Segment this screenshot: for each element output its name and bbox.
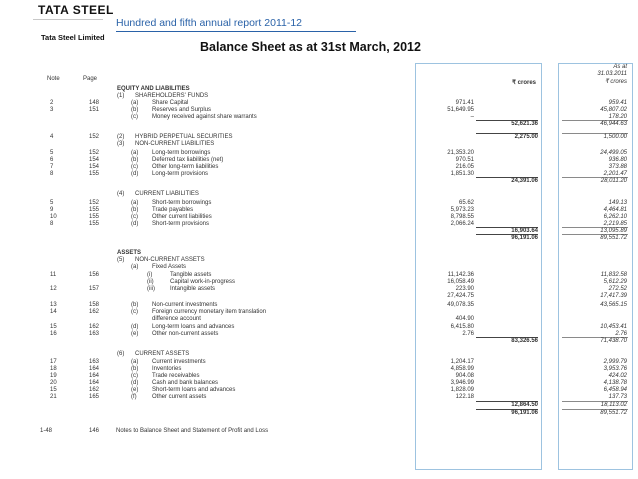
brand-divider (33, 19, 103, 20)
row-label: HYBRID PERPETUAL SECURITIES (135, 134, 233, 140)
row-page: 154 (89, 157, 100, 163)
row-label: Long-term provisions (152, 171, 209, 177)
row-sub-letter: (a) (131, 200, 139, 206)
row-note: 11 (50, 272, 57, 278)
row-page: 164 (89, 373, 100, 379)
row-label: Tangible assets (170, 272, 212, 278)
brand-logo: TATA STEEL (38, 3, 114, 17)
row-amount: – (470, 114, 474, 120)
row-label: NON-CURRENT ASSETS (135, 257, 205, 263)
row-page: 165 (89, 394, 100, 400)
row-label: Non-current investments (152, 302, 218, 308)
row-note: 16 (50, 331, 57, 337)
row-page: 146 (89, 428, 100, 434)
row-previous-year: 2,999.79 (603, 359, 627, 365)
row-sub-letter: (e) (131, 387, 139, 393)
row-section-number: (5) (117, 257, 125, 263)
row-label: CURRENT LIABILITIES (135, 191, 199, 197)
row-page: 154 (89, 164, 100, 170)
row-previous-year: 137.73 (608, 394, 627, 400)
row-label: Foreign currency monetary item translation (152, 309, 267, 315)
row-label: Reserves and Surplus (152, 107, 212, 113)
statement-title: Balance Sheet as at 31st March, 2012 (200, 40, 421, 54)
row-previous-year: 43,565.15 (600, 302, 627, 308)
row-sub-letter: (b) (131, 302, 139, 308)
row-label: Short-term borrowings (152, 200, 212, 206)
row-sub-letter: (d) (131, 380, 139, 386)
row-roman-numeral: (iii) (147, 286, 155, 292)
row-sub-letter: (b) (131, 366, 139, 372)
row-label: Other current assets (152, 394, 207, 400)
row-amount: 1,828.09 (450, 387, 474, 393)
row-amount: 404.90 (455, 316, 474, 322)
row-amount: 3,946.99 (450, 380, 474, 386)
row-label: Cash and bank balances (152, 380, 219, 386)
row-page: 148 (89, 100, 100, 106)
row-amount: 49,078.35 (447, 302, 474, 308)
row-label: Other non-current assets (152, 331, 219, 337)
row-note: 1-48 (40, 428, 53, 434)
row-page: 156 (89, 272, 100, 278)
row-previous-year: 28,011.20 (600, 178, 627, 184)
row-section-number: (6) (117, 351, 125, 357)
row-sub-letter: (a) (131, 100, 139, 106)
row-label: Trade payables (152, 207, 194, 213)
row-subtotal: 12,864.50 (511, 402, 538, 408)
row-note: 3 (50, 107, 54, 113)
row-label: Trade receivables (152, 373, 200, 379)
row-note: 5 (50, 200, 54, 206)
row-previous-year: 46,944.63 (600, 121, 627, 127)
row-note: 21 (50, 394, 57, 400)
row-note: 18 (50, 366, 57, 372)
row-label: EQUITY AND LIABILITIES (117, 86, 190, 92)
row-label: difference account (152, 316, 201, 322)
row-label: Short-term loans and advances (152, 387, 236, 393)
row-note: 20 (50, 380, 57, 386)
row-label: Other current liabilities (152, 214, 212, 220)
row-previous-year: 936.80 (608, 157, 627, 163)
current-unit-label: ₹ crores (512, 80, 536, 86)
row-note: 2 (50, 100, 54, 106)
row-label: Fixed Assets (152, 264, 187, 270)
row-section-number: (3) (117, 141, 125, 147)
row-subtotal: 2,275.00 (514, 134, 538, 140)
row-amount: 6,415.80 (450, 324, 474, 330)
prev-as-at-label: As at (613, 64, 627, 70)
row-previous-year: 4,464.81 (603, 207, 627, 213)
row-previous-year: 1,500.00 (603, 134, 627, 140)
row-note: 15 (50, 387, 57, 393)
row-sub-letter: (b) (131, 157, 139, 163)
row-sub-letter: (a) (131, 359, 139, 365)
row-previous-year: 959.41 (608, 100, 627, 106)
row-note: 7 (50, 164, 54, 170)
row-page: 163 (89, 331, 100, 337)
row-label: Capital work-in-progress (170, 279, 236, 285)
row-page: 151 (89, 107, 100, 113)
row-section-number: (4) (117, 191, 125, 197)
row-note: 13 (50, 302, 57, 308)
row-previous-year: 17,417.39 (600, 293, 627, 299)
row-note: 8 (50, 221, 54, 227)
row-amount: 970.51 (455, 157, 474, 163)
row-sub-letter: (b) (131, 107, 139, 113)
row-amount: 971.41 (455, 100, 474, 106)
row-sub-letter: (c) (131, 114, 138, 120)
row-amount: 122.18 (455, 394, 474, 400)
row-page: 155 (89, 214, 100, 220)
row-sub-letter: (b) (131, 207, 139, 213)
row-sub-letter: (a) (131, 150, 139, 156)
row-previous-year: 272.52 (608, 286, 627, 292)
row-previous-year: 2.76 (615, 331, 627, 337)
row-sub-letter: (f) (131, 394, 137, 400)
row-amount: 5,973.23 (450, 207, 474, 213)
row-label: Current investments (152, 359, 206, 365)
row-previous-year: 11,832.58 (600, 272, 627, 278)
prev-date-label: 31.03.2011 (597, 71, 627, 77)
row-previous-year: 149.13 (608, 200, 627, 206)
row-note: 4 (50, 134, 54, 140)
row-amount: 216.05 (455, 164, 474, 170)
row-amount: 21,353.20 (447, 150, 474, 156)
row-previous-year: 373.88 (608, 164, 627, 170)
row-label: CURRENT ASSETS (135, 351, 190, 357)
note-column-header: Note (47, 76, 60, 82)
row-page: 155 (89, 207, 100, 213)
row-roman-numeral: (i) (147, 272, 153, 278)
row-note: 8 (50, 171, 54, 177)
report-title-underline (116, 31, 356, 32)
company-name: Tata Steel Limited (41, 33, 105, 42)
row-amount: 4,858.99 (450, 366, 474, 372)
row-note: 14 (50, 309, 57, 315)
row-label: Long-term borrowings (152, 150, 211, 156)
row-page: 162 (89, 387, 100, 393)
report-title: Hundred and fifth annual report 2011-12 (116, 17, 303, 29)
row-roman-numeral: (ii) (147, 279, 154, 285)
row-subtotal: 96,191.06 (511, 235, 538, 241)
row-amount: 65.62 (458, 200, 474, 206)
row-previous-year: 10,453.41 (600, 324, 627, 330)
row-subtotal: 24,391.06 (511, 178, 538, 184)
row-previous-year: 18,113.02 (600, 402, 627, 408)
row-amount: 1,204.17 (450, 359, 474, 365)
row-subtotal: 83,326.56 (511, 338, 538, 344)
row-previous-year: 71,438.70 (600, 338, 627, 344)
row-previous-year: 89,551.72 (600, 410, 627, 416)
row-amount: 27,424.75 (447, 293, 474, 299)
row-page: 152 (89, 150, 100, 156)
row-label: SHAREHOLDERS' FUNDS (135, 93, 209, 99)
row-note: 5 (50, 150, 54, 156)
row-page: 162 (89, 309, 100, 315)
row-note: 19 (50, 373, 57, 379)
row-sub-letter: (d) (131, 171, 139, 177)
row-previous-year: 178.20 (608, 114, 627, 120)
row-amount: 51,649.95 (447, 107, 474, 113)
row-note: 17 (50, 359, 57, 365)
row-note: 12 (50, 286, 57, 292)
row-previous-year: 2,201.47 (603, 171, 627, 177)
row-page: 162 (89, 324, 100, 330)
row-subtotal: 52,621.36 (511, 121, 538, 127)
row-sub-letter: (c) (131, 373, 138, 379)
row-section-number: (2) (117, 134, 125, 140)
row-section-number: (1) (117, 93, 125, 99)
row-previous-year: 424.02 (608, 373, 627, 379)
row-page: 152 (89, 200, 100, 206)
row-sub-letter: (c) (131, 164, 138, 170)
row-label: NON-CURRENT LIABILITIES (135, 141, 215, 147)
row-page: 164 (89, 366, 100, 372)
row-amount: 8,798.55 (450, 214, 474, 220)
row-label: Inventories (152, 366, 182, 372)
row-previous-year: 89,551.72 (600, 235, 627, 241)
row-label: Notes to Balance Sheet and Statement of Profit and Loss (116, 428, 269, 434)
row-amount: 904.08 (455, 373, 474, 379)
row-previous-year: 4,138.78 (603, 380, 627, 386)
row-page: 158 (89, 302, 100, 308)
row-previous-year: 45,807.02 (600, 107, 627, 113)
page-column-header: Page (83, 76, 98, 82)
row-sub-letter: (c) (131, 309, 138, 315)
row-sub-letter: (d) (131, 221, 139, 227)
row-amount: 223.90 (455, 286, 474, 292)
row-note: 6 (50, 157, 54, 163)
row-label: Deferred tax liabilities (net) (152, 157, 224, 163)
row-sub-letter: (a) (131, 264, 139, 270)
row-previous-year: 2,219.85 (603, 221, 627, 227)
row-subtotal: 16,903.64 (511, 228, 538, 234)
row-label: Long-term loans and advances (152, 324, 235, 330)
row-amount: 16,058.49 (447, 279, 474, 285)
row-page: 155 (89, 221, 100, 227)
row-page: 157 (89, 286, 100, 292)
row-sub-letter: (d) (131, 324, 139, 330)
row-page: 155 (89, 171, 100, 177)
row-page: 152 (89, 134, 100, 140)
row-amount: 2.76 (462, 331, 474, 337)
row-label: Intangible assets (170, 286, 216, 292)
row-page: 164 (89, 380, 100, 386)
row-amount: 2,066.24 (450, 221, 474, 227)
row-note: 10 (50, 214, 57, 220)
row-label: Share Capital (152, 100, 189, 106)
row-previous-year: 6,458.94 (603, 387, 627, 393)
row-amount: 11,142.36 (447, 272, 474, 278)
row-subtotal: 96,191.06 (511, 410, 538, 416)
row-previous-year: 24,499.05 (600, 150, 627, 156)
row-sub-letter: (e) (131, 331, 139, 337)
row-previous-year: 5,612.29 (603, 279, 627, 285)
row-previous-year: 6,262.10 (603, 214, 627, 220)
row-label: Short-term provisions (152, 221, 210, 227)
row-note: 15 (50, 324, 57, 330)
row-note: 9 (50, 207, 54, 213)
row-previous-year: 13,095.89 (600, 228, 627, 234)
row-label: Other long-term liabilities (152, 164, 219, 170)
row-sub-letter: (c) (131, 214, 138, 220)
row-label: ASSETS (117, 250, 142, 256)
row-page: 163 (89, 359, 100, 365)
row-label: Money received against share warrants (152, 114, 257, 120)
row-amount: 1,851.30 (450, 171, 474, 177)
row-previous-year: 3,953.76 (603, 366, 627, 372)
prev-unit-label: ₹ crores (604, 79, 627, 85)
